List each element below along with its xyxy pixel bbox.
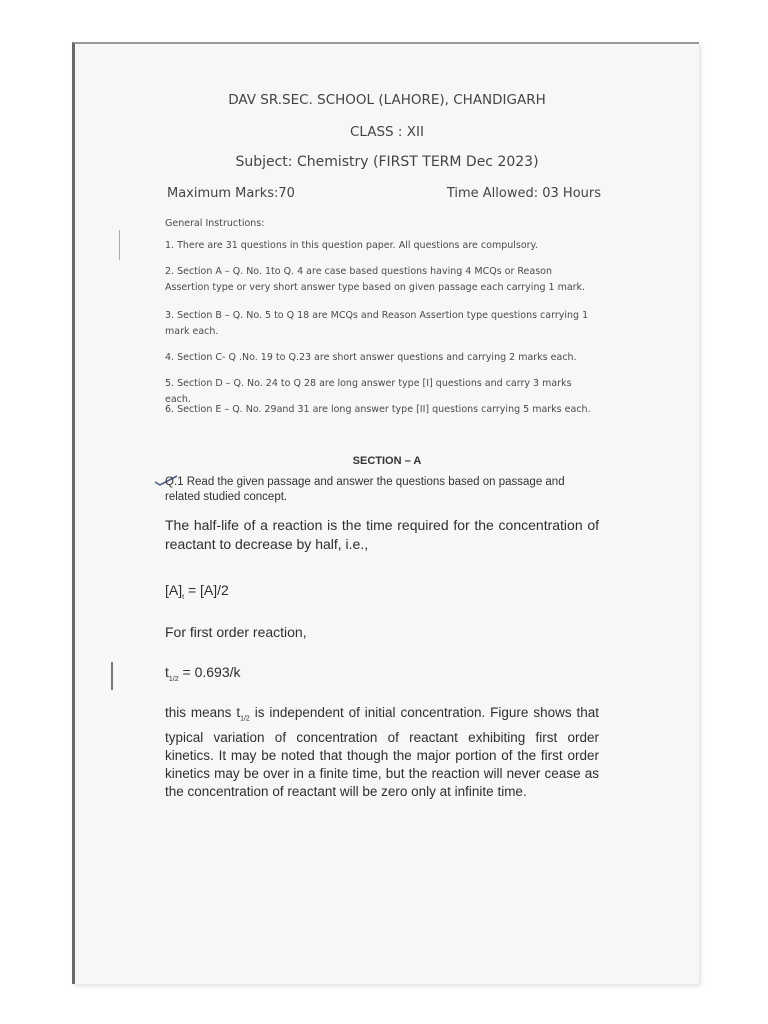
margin-mark [119, 230, 120, 260]
equation-half-concentration [165, 582, 229, 601]
subject-label: Subject: Chemistry (FIRST TERM Dec 2023) [235, 154, 539, 170]
exam-paper [72, 42, 699, 984]
class-label: CLASS : XII [350, 124, 424, 140]
passage-intro: The half-life of a reaction is the time required for the concentration of reactant to decrease by half, i.e., [165, 517, 599, 552]
passage-start: this means t [165, 705, 241, 720]
question-1: Q.1 Read the given passage and answer the questions based on passage and related studied concept. [165, 476, 565, 503]
instruction-item: 4. Section C- Q .No. 19 to Q.23 are short answer questions and carrying 2 marks each. [165, 352, 577, 363]
time-allowed: Time Allowed: 03 Hours [446, 186, 601, 201]
eq1-left: [A] [165, 582, 183, 598]
passage-rest: is independent of initial concentration. Figure shows that typical variation of concentration of reactant exhibiting first order kinetics. It may be noted that though the major portion of the first order kinetics may be over in a finite time, but the reaction will never cease as the concentration of reactant will be zero only at infinite time. [165, 705, 600, 799]
margin-mark [111, 662, 113, 690]
school-name: DAV SR.SEC. SCHOOL (LAHORE), CHANDIGARH [228, 92, 546, 108]
first-order-label: For first order reaction, [165, 624, 307, 640]
instruction-item: 6. Section E – Q. No. 29and 31 are long answer type [II] questions carrying 5 marks each. [165, 404, 591, 415]
instruction-item: 3. Section B – Q. No. 5 to Q 18 are MCQs and Reason Assertion type questions carrying 1 mark each. [165, 310, 589, 337]
max-marks: Maximum Marks:70 [167, 186, 295, 201]
eq1-right: = [A]/2 [184, 582, 229, 598]
passage-sub: 1/2 [240, 715, 250, 723]
instruction-item: 2. Section A – Q. No. 1to Q. 4 are case based questions having 4 MCQs or Reason Assertion type or very short answer type based on given passage each carrying 1 mark. [165, 266, 586, 293]
passage-paragraph [165, 704, 599, 801]
instructions-title: General Instructions: [165, 218, 265, 229]
section-a-title: SECTION – A [352, 455, 422, 467]
eq2-right: = 0.693/k [178, 664, 241, 680]
instruction-item: 5. Section D – Q. No. 24 to Q 28 are long answer type [I] questions and carry 3 marks each. [165, 378, 572, 405]
equation-half-life [165, 664, 241, 683]
eq2-left: t [165, 664, 169, 680]
eq1-sub: t [182, 593, 185, 601]
eq2-sub: 1/2 [168, 675, 179, 683]
instruction-item: 1. There are 31 questions in this question paper. All questions are compulsory. [165, 240, 538, 251]
